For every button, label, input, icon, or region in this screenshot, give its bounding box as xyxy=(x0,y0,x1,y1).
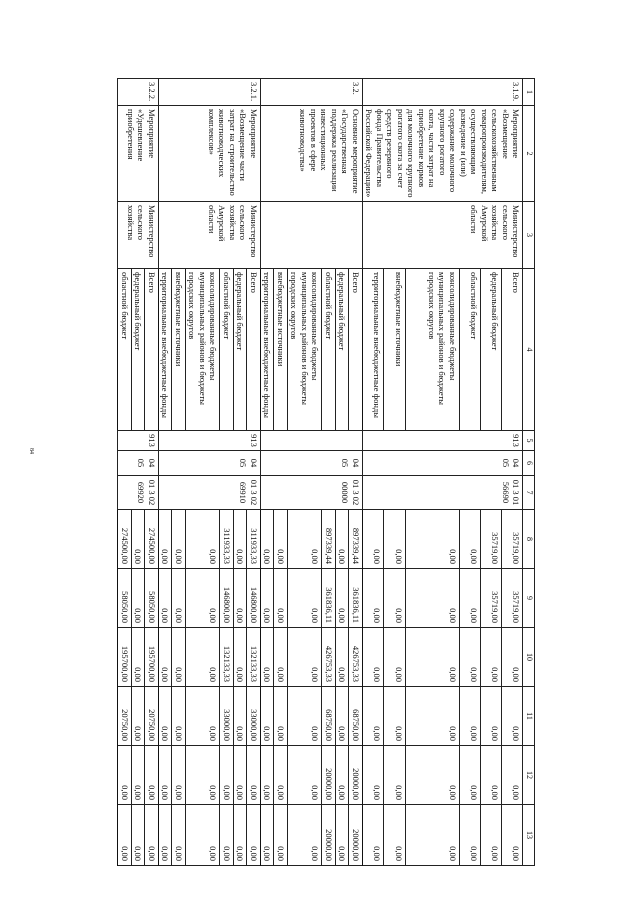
amount-cell: 0,00 xyxy=(274,805,288,866)
funding-source-cell: Всего xyxy=(349,269,363,431)
amount-cell: 0,00 xyxy=(132,628,146,687)
amount-cell: 0,00 xyxy=(261,569,275,628)
funding-source-cell: территориальные внебюджетные фонды xyxy=(363,269,384,431)
amount-cell: 0,00 xyxy=(288,746,323,805)
amount-cell: 20000,00 xyxy=(349,805,363,866)
amount-cell: 0,00 xyxy=(145,746,159,805)
amount-cell: 0,00 xyxy=(405,687,459,746)
table-row xyxy=(502,79,523,866)
amount-cell: 0,00 xyxy=(502,687,523,746)
header-cell: 12 xyxy=(523,746,535,805)
amount-cell: 0,00 xyxy=(481,628,502,687)
section-code-cell: 04 05 xyxy=(261,451,363,476)
target-article-cell: 01 3 01 56690 xyxy=(363,476,524,510)
amount-cell: 35719,00 xyxy=(481,510,502,569)
amount-cell: 0,00 xyxy=(172,628,186,687)
amount-cell: 0,00 xyxy=(288,628,323,687)
amount-cell: 0,00 xyxy=(132,569,146,628)
amount-cell: 0,00 xyxy=(459,569,480,628)
amount-cell: 0,00 xyxy=(405,510,459,569)
amount-cell: 0,00 xyxy=(159,569,173,628)
amount-cell: 0,00 xyxy=(336,569,350,628)
measure-name-cell: Мероприятие «Удешевление приобретения xyxy=(118,106,159,202)
amount-cell: 0,00 xyxy=(274,687,288,746)
amount-cell: 0,00 xyxy=(363,805,384,866)
amount-cell: 0,00 xyxy=(288,687,323,746)
amount-cell: 0,00 xyxy=(186,628,221,687)
amount-cell: 0,00 xyxy=(405,746,459,805)
amount-cell: 0,00 xyxy=(132,805,146,866)
funding-source-cell: внебюджетные источники xyxy=(172,269,186,431)
amount-cell: 0,00 xyxy=(261,687,275,746)
funding-source-cell: консолидированные бюджеты муниципальных районов и бюджеты городских округов xyxy=(405,269,459,431)
amount-cell: 146800,00 xyxy=(220,569,234,628)
header-row xyxy=(523,79,535,866)
funding-source-cell: внебюджетные источники xyxy=(274,269,288,431)
grbs-code-cell: 913 xyxy=(159,431,261,451)
amount-cell: 0,00 xyxy=(288,805,323,866)
executor-cell: Министерство сельского хозяйства Амурской области xyxy=(159,202,261,269)
section-code-cell: 04 05 xyxy=(118,451,159,476)
budget-table xyxy=(118,78,536,866)
amount-cell: 0,00 xyxy=(336,628,350,687)
table-row xyxy=(145,79,159,866)
amount-cell: 195700,00 xyxy=(145,628,159,687)
amount-cell: 0,00 xyxy=(481,805,502,866)
executor-cell: Министерство сельского хозяйства Амурской области xyxy=(363,202,524,269)
page-number: 84 xyxy=(28,448,34,454)
amount-cell: 35719,00 xyxy=(502,569,523,628)
target-article-cell: 01 3 02 00000 xyxy=(261,476,363,510)
target-article-cell: 01 3 02 69920 xyxy=(118,476,159,510)
item-number-cell: 3.1.9. xyxy=(363,79,524,106)
funding-source-cell: Всего xyxy=(145,269,159,431)
amount-cell: 0,00 xyxy=(247,746,261,805)
item-number-cell: 3.2. xyxy=(261,79,363,106)
amount-cell: 33000,00 xyxy=(247,687,261,746)
amount-cell: 0,00 xyxy=(172,569,186,628)
funding-source-cell: федеральный бюджет xyxy=(336,269,350,431)
amount-cell: 0,00 xyxy=(363,510,384,569)
header-cell: 7 xyxy=(523,476,535,510)
amount-cell: 274500,00 xyxy=(145,510,159,569)
amount-cell: 0,00 xyxy=(384,510,405,569)
amount-cell: 146800,00 xyxy=(247,569,261,628)
amount-cell: 0,00 xyxy=(288,510,323,569)
item-number-cell: 3.2.1. xyxy=(159,79,261,106)
amount-cell: 0,00 xyxy=(261,510,275,569)
header-cell: 4 xyxy=(523,269,535,431)
header-cell: 8 xyxy=(523,510,535,569)
amount-cell: 0,00 xyxy=(172,746,186,805)
funding-source-cell: территориальные внебюджетные фонды xyxy=(159,269,173,431)
funding-source-cell: консолидированные бюджеты муниципальных районов и бюджеты городских округов xyxy=(186,269,221,431)
grbs-code-cell: 913 xyxy=(118,431,159,451)
amount-cell: 0,00 xyxy=(363,569,384,628)
amount-cell: 0,00 xyxy=(132,746,146,805)
header-cell: 11 xyxy=(523,687,535,746)
funding-source-cell: областной бюджет xyxy=(220,269,234,431)
amount-cell: 426753,33 xyxy=(349,628,363,687)
amount-cell: 0,00 xyxy=(186,746,221,805)
amount-cell: 58050,00 xyxy=(145,569,159,628)
table-body xyxy=(118,79,535,866)
header-cell: 2 xyxy=(523,106,535,202)
header-cell: 6 xyxy=(523,451,535,476)
amount-cell: 311933,33 xyxy=(220,510,234,569)
funding-source-cell: консолидированные бюджеты муниципальных районов и бюджеты городских округов xyxy=(288,269,323,431)
amount-cell: 0,00 xyxy=(132,510,146,569)
amount-cell: 68750,00 xyxy=(322,687,336,746)
amount-cell: 68750,00 xyxy=(349,687,363,746)
funding-source-cell: областной бюджет xyxy=(118,269,132,431)
section-code-cell: 04 05 xyxy=(363,451,524,476)
target-article-cell: 01 3 02 69910 xyxy=(159,476,261,510)
amount-cell: 58050,00 xyxy=(118,569,132,628)
amount-cell: 0,00 xyxy=(363,628,384,687)
amount-cell: 0,00 xyxy=(384,746,405,805)
amount-cell: 0,00 xyxy=(186,510,221,569)
amount-cell: 20000,00 xyxy=(349,746,363,805)
amount-cell: 0,00 xyxy=(459,628,480,687)
amount-cell: 195700,00 xyxy=(118,628,132,687)
amount-cell: 0,00 xyxy=(336,687,350,746)
amount-cell: 20750,00 xyxy=(118,687,132,746)
amount-cell: 0,00 xyxy=(459,746,480,805)
rotated-page xyxy=(105,78,535,865)
measure-name-cell: Основное мероприятие «Государственная поддержка реализации инвестиционных проектов в сфере животноводства» xyxy=(261,106,363,202)
amount-cell: 361836,11 xyxy=(322,569,336,628)
grbs-code-cell xyxy=(261,431,363,451)
amount-cell: 0,00 xyxy=(502,628,523,687)
amount-cell: 897339,44 xyxy=(349,510,363,569)
section-code-cell: 04 05 xyxy=(159,451,261,476)
amount-cell: 311933,33 xyxy=(247,510,261,569)
measure-name-cell: Мероприятие «Возмещение части затрат на строительство животноводческих комплексов» xyxy=(159,106,261,202)
amount-cell: 0,00 xyxy=(172,687,186,746)
amount-cell: 0,00 xyxy=(363,687,384,746)
amount-cell: 0,00 xyxy=(172,510,186,569)
header-cell: 13 xyxy=(523,805,535,866)
amount-cell: 0,00 xyxy=(502,746,523,805)
amount-cell: 0,00 xyxy=(459,805,480,866)
amount-cell: 0,00 xyxy=(405,569,459,628)
grbs-code-cell: 913 xyxy=(363,431,524,451)
amount-cell: 132133,33 xyxy=(220,628,234,687)
amount-cell: 0,00 xyxy=(118,746,132,805)
amount-cell: 0,00 xyxy=(405,805,459,866)
amount-cell: 426753,33 xyxy=(322,628,336,687)
amount-cell: 20000,00 xyxy=(322,805,336,866)
header-cell: 1 xyxy=(523,79,535,106)
amount-cell: 0,00 xyxy=(220,805,234,866)
amount-cell: 132133,33 xyxy=(247,628,261,687)
amount-cell: 0,00 xyxy=(261,628,275,687)
item-number-cell: 3.2.2. xyxy=(118,79,159,106)
amount-cell: 0,00 xyxy=(336,746,350,805)
amount-cell: 0,00 xyxy=(261,805,275,866)
amount-cell: 0,00 xyxy=(384,569,405,628)
amount-cell: 0,00 xyxy=(159,628,173,687)
amount-cell: 20750,00 xyxy=(145,687,159,746)
header-cell: 9 xyxy=(523,569,535,628)
funding-source-cell: федеральный бюджет xyxy=(132,269,146,431)
amount-cell: 0,00 xyxy=(234,687,248,746)
amount-cell: 361836,11 xyxy=(349,569,363,628)
funding-source-cell: внебюджетные источники xyxy=(384,269,405,431)
funding-source-cell: областной бюджет xyxy=(459,269,480,431)
amount-cell: 0,00 xyxy=(118,805,132,866)
funding-source-cell: Всего xyxy=(502,269,523,431)
amount-cell: 0,00 xyxy=(384,687,405,746)
amount-cell: 0,00 xyxy=(502,805,523,866)
amount-cell: 0,00 xyxy=(459,687,480,746)
header-cell: 5 xyxy=(523,431,535,451)
executor-cell: Министерство сельского хозяйства xyxy=(118,202,159,269)
amount-cell: 0,00 xyxy=(159,687,173,746)
amount-cell: 0,00 xyxy=(481,687,502,746)
amount-cell: 0,00 xyxy=(132,687,146,746)
amount-cell: 0,00 xyxy=(186,805,221,866)
funding-source-cell: федеральный бюджет xyxy=(234,269,248,431)
table-row xyxy=(349,79,363,866)
amount-cell: 0,00 xyxy=(220,746,234,805)
amount-cell: 35719,00 xyxy=(502,510,523,569)
amount-cell: 0,00 xyxy=(384,628,405,687)
header-cell: 10 xyxy=(523,628,535,687)
amount-cell: 0,00 xyxy=(145,805,159,866)
amount-cell: 0,00 xyxy=(234,510,248,569)
amount-cell: 0,00 xyxy=(234,569,248,628)
amount-cell: 0,00 xyxy=(363,746,384,805)
amount-cell: 0,00 xyxy=(288,569,323,628)
amount-cell: 33000,00 xyxy=(220,687,234,746)
amount-cell: 0,00 xyxy=(234,746,248,805)
executor-cell xyxy=(261,202,363,269)
header-cell: 3 xyxy=(523,202,535,269)
amount-cell: 0,00 xyxy=(274,510,288,569)
amount-cell: 0,00 xyxy=(159,746,173,805)
amount-cell: 0,00 xyxy=(261,746,275,805)
amount-cell: 0,00 xyxy=(186,569,221,628)
amount-cell: 20000,00 xyxy=(322,746,336,805)
amount-cell: 897339,44 xyxy=(322,510,336,569)
amount-cell: 0,00 xyxy=(172,805,186,866)
amount-cell: 0,00 xyxy=(274,746,288,805)
funding-source-cell: областной бюджет xyxy=(322,269,336,431)
amount-cell: 0,00 xyxy=(384,805,405,866)
amount-cell: 0,00 xyxy=(405,628,459,687)
amount-cell: 0,00 xyxy=(336,510,350,569)
amount-cell: 0,00 xyxy=(274,628,288,687)
amount-cell: 0,00 xyxy=(159,805,173,866)
funding-source-cell: Всего xyxy=(247,269,261,431)
table-row xyxy=(247,79,261,866)
amount-cell: 0,00 xyxy=(336,805,350,866)
amount-cell: 0,00 xyxy=(459,510,480,569)
funding-source-cell: федеральный бюджет xyxy=(481,269,502,431)
amount-cell: 0,00 xyxy=(159,510,173,569)
amount-cell: 0,00 xyxy=(247,805,261,866)
amount-cell: 0,00 xyxy=(274,569,288,628)
measure-name-cell: Мероприятие «Возмещение сельскохозяйственным товаропроизводителям, осуществляющим разведение и (или) содержание молочного крупного рогатого скота, части затрат на приобретение кормов для молочного крупного рогатого скота за счет средств резервного фонда Правительства Российской Федерации» xyxy=(363,106,524,202)
amount-cell: 0,00 xyxy=(186,687,221,746)
amount-cell: 274500,00 xyxy=(118,510,132,569)
amount-cell: 0,00 xyxy=(481,746,502,805)
funding-source-cell: территориальные внебюджетные фонды xyxy=(261,269,275,431)
amount-cell: 0,00 xyxy=(234,628,248,687)
amount-cell: 0,00 xyxy=(234,805,248,866)
amount-cell: 35719,00 xyxy=(481,569,502,628)
